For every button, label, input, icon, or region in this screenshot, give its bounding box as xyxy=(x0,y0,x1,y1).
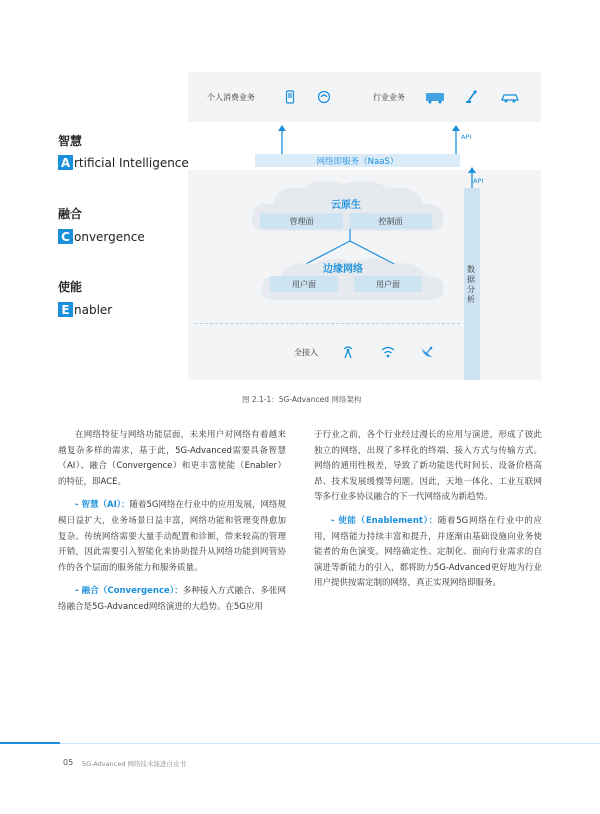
left-paragraph-convergence xyxy=(58,584,286,615)
ai-heading: - 智慧（AI）： xyxy=(75,500,130,511)
footer-rule xyxy=(60,743,600,744)
ace-letter-e: E xyxy=(58,302,73,317)
management-plane-box: 管理面 xyxy=(260,213,343,229)
user-plane-box-1: 用户面 xyxy=(270,276,338,292)
enabler-body: 随着5G网络在行业中的应用，网络能力持续丰富和提升，并逐渐由基础设施向业务使能者的角色演变。网络确定性、定制化、面向行业需求的自演进等新能力的引入，都将助力5G-Advanced更好地为行业用户提供按需定制的网络，真正实现网络即服务。 xyxy=(314,515,542,589)
ace-heading-enabler: 使能 xyxy=(58,280,83,294)
ace-convergence-row xyxy=(58,229,145,244)
full-access-label: 全接入 xyxy=(294,348,318,357)
api-label-top: API xyxy=(461,133,472,141)
convergence-body: 多种接入方式融合、多张网络融合是5G-Advanced网络演进的大趋势。在5G应用 xyxy=(58,586,286,612)
ace-letter-a: A xyxy=(58,155,73,170)
cell-tower-icon xyxy=(341,345,355,359)
vehicle-icon xyxy=(425,90,445,104)
page-number: 05 xyxy=(63,758,74,767)
phone-icon xyxy=(283,90,297,104)
access-divider xyxy=(195,323,460,325)
ace-letter-c: C xyxy=(58,229,73,244)
data-analysis-label: 数据分析 xyxy=(467,265,475,304)
ace-ai-row xyxy=(58,155,189,170)
left-paragraph-1: 在网络特征与网络功能层面，未来用户对网络有着越来越复杂多样的需求，基于此，5G-Advanced需要具备智慧（AI）、融合（Convergence）和更丰富使能（Enabler）的特征，即ACE。 xyxy=(58,430,286,487)
ace-convergence-text: onvergence xyxy=(74,229,145,244)
ace-heading-ai: 智慧 xyxy=(58,134,83,148)
vr-headset-icon xyxy=(317,90,331,104)
ace-heading-convergence: 融合 xyxy=(58,207,83,221)
enabler-heading: - 使能（Enablement）： xyxy=(331,515,438,526)
wifi-icon xyxy=(381,345,395,359)
convergence-heading: - 融合（Convergence）： xyxy=(75,586,183,597)
cloud-native-title: 云原生 xyxy=(331,200,361,211)
right-paragraph-enabler xyxy=(314,514,542,592)
right-column xyxy=(314,428,542,592)
car-icon xyxy=(500,90,520,104)
naas-band: 网络即服务（NaaS） xyxy=(255,154,460,167)
industry-service-label: 行业业务 xyxy=(373,93,405,102)
ai-body: 随着5G网络在行业中的应用发展，网络规模日益扩大，业务场景日益丰富，网络功能和管理变得愈加复杂。传统网络需要大量手动配置和诊断，带来较高的管理开销，因此需要引入智能化来协助提升从网络功能到网管协作的各个层面的服务能力和服务质量。 xyxy=(58,500,286,573)
api-label-side: API xyxy=(473,177,484,185)
arrow-up-personal xyxy=(276,124,288,156)
user-plane-box-2: 用户面 xyxy=(354,276,422,292)
footer-accent-bar xyxy=(0,742,60,744)
control-plane-box: 控制面 xyxy=(349,213,432,229)
right-paragraph-1: 于行业之前，各个行业经过漫长的应用与演进，形成了彼此独立的网络，出现了多样化的终端、接入方式与传输方式。网络的通用性极差，导致了新功能迭代时间长、设备价格高昂、技术发展缓慢等问题。因此，天地一体化、工业互联网等多行业多协议融合的下一代网络成为新趋势。 xyxy=(314,430,542,503)
ace-enabler-row xyxy=(58,302,112,317)
left-column xyxy=(58,428,286,616)
robot-arm-icon xyxy=(465,89,479,103)
document-title: 5G-Advanced 网络技术演进白皮书 xyxy=(82,760,187,768)
figure-caption: 图 2.1-1：5G-Advanced 网络架构 xyxy=(242,395,362,404)
personal-service-label: 个人消费业务 xyxy=(207,93,255,102)
edge-network-title: 边缘网络 xyxy=(323,264,363,275)
ace-enabler-text: nabler xyxy=(74,302,113,317)
left-paragraph-ai xyxy=(58,498,286,576)
satellite-dish-icon xyxy=(420,345,434,359)
ace-ai-text: rtificial Intelligence xyxy=(74,155,189,170)
